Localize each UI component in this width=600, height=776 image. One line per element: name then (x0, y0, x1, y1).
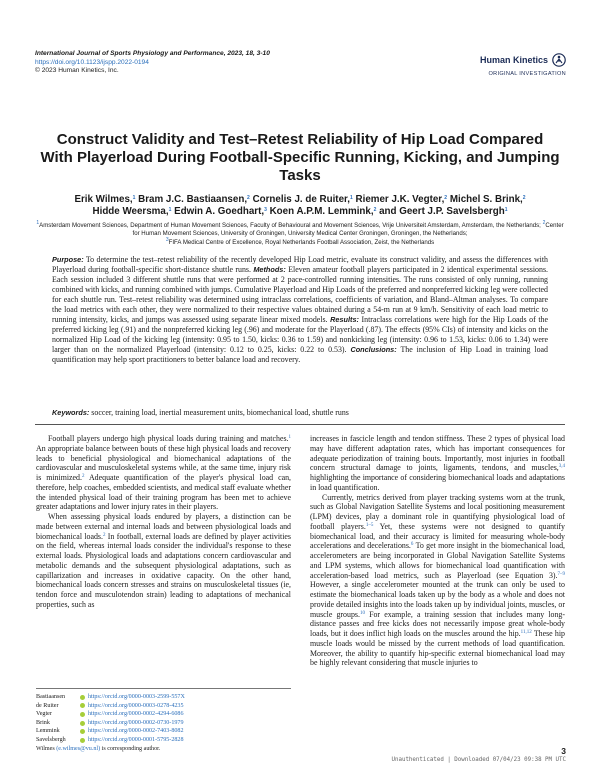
publisher-name: Human Kinetics (479, 55, 548, 65)
abstract-results: Intraclass correlations were high for the Hip Loads of the preferred kicking leg (.91) and the nonpreferred kicking leg (.96) and moderate for the Playerload (.87). The effects (95% CIs) of intensity and kicks on the normalized Hip Load of the kicking leg (intensity: 0.95 to 1.50, kicks: 0.36 to 1.59) and nonkicking leg (intensity: 0.96 to 1.53, kicks: 0.06 to 1.34) were larger than on the normalized Playerload (intensity: 0.12 to 0.25, kicks: 0.22 to 0.53). (52, 315, 548, 354)
body-paragraph: Currently, metrics derived from player tracking systems worn at the trunk, such as Global Navigation Satellite Systems and local positioning measurement (LPM) devices, play a dominant role in quantifying physiological load of football players.$^{1-5}$ Yet, these systems were not designed to quantify biomechanical load, and their accuracy is limited for measuring whole-body accelerations and decelerations.$^6$ To get more insight in the biomechanical load, accelerometers are being incorporated in Global Navigation Satellite Systems and LPM systems, which allows for biomechanical load quantification with acceleration-based load metrics, such as Playerload (see Equation 3).$^{7-9}$ However, a single accelerometer mounted at the trunk can only be used to estimate the biomechanical loads taken up by the body as a whole and does not provide detailed insights into the loads taken up by individual joints, muscles, or muscle groups.$^{10}$ For example, a training session that includes many long-distance passes and free kicks does not necessarily impose great whole-body loads, but it does inflict high loads on the muscles around the hip.$^{11,12}$ These hip muscle loads would be missed by the current methods of load quantification. Moreover, the ability to quantify hip-specific external biomechanical load may be highly relevant considering that muscle injuries to (310, 492, 566, 668)
corresponding-author: Wilmes (e.wilmes@vu.nl) is corresponding author. (36, 745, 161, 752)
author: Erik Wilmes,$^1$ (74, 194, 136, 205)
abstract (52, 255, 548, 365)
citation-ref[interactable]: 6 (410, 542, 414, 548)
author: Edwin A. Goedhart,$^3$ (174, 206, 267, 218)
citation-ref[interactable]: 3,4 (558, 464, 565, 470)
corresponding-email[interactable]: (e.wilmes@vu.nl) (56, 745, 101, 752)
citation-ref[interactable]: 10 (359, 610, 365, 616)
citation-ref[interactable]: 7–9 (557, 571, 565, 577)
citation-ref[interactable]: 11,12 (520, 630, 532, 635)
orcid-line: Bastiaansen https://orcid.org/0000-0003-2599-557X (36, 694, 185, 700)
keywords-text: soccer, training load, inertial measurement units, biomechanical load, shuttle runs (91, 408, 349, 417)
body-column-right (310, 434, 565, 668)
affiliation: Amsterdam Movement Sciences, Department of Human Movement Sciences, Faculty of Behavioural and Movement Sciences, Vrije Universiteit Amsterdam, Amsterdam, the Netherlands; (39, 222, 541, 229)
body-column-left (36, 434, 291, 610)
citation-ref[interactable]: 2 (102, 532, 106, 538)
doi-link[interactable]: https://doi.org/10.1123/ijspp.2022-0194 (35, 58, 149, 66)
affiliations: $^1$Amsterdam Movement Sciences, Department of Human Movement Sciences, Faculty of Behavioural and Movement Sciences, Vrije Universiteit Amsterdam, Amsterdam, the Netherlands; $^2$Center for Human Movement Sciences, University of Groningen, University Medical Center Groningen, Groningen, the Netherlands; $^3$FIFA Medical Centre of Excellence, Royal Netherlands Football Association, Zeist, the Netherlands (36, 220, 564, 246)
orcid-icon (80, 738, 85, 743)
author: Hidde Weersma,$^1$ (92, 206, 172, 218)
orcid-link[interactable]: https://orcid.org/0000-0003-2599-557X (88, 694, 185, 700)
journal-header (35, 50, 270, 76)
citation-ref[interactable]: 2 (81, 474, 85, 479)
affiliation: FIFA Medical Centre of Excellence, Royal Netherlands Football Association, Zeist, the Netherlands (168, 238, 435, 246)
orcid-link[interactable]: https://orcid.org/0000-0002-0730-1979 (88, 719, 184, 726)
abstract-methods-label: Methods: (253, 265, 286, 274)
abstract-purpose-label: Purpose: (52, 255, 84, 264)
abstract-results-label: Results: (330, 315, 359, 324)
body-paragraph: When assessing physical loads endured by players, a distinction can be made between external and internal loads and between physiological loads and biomechanical loads.$^2$ In football, external loads are defined by player activities on the field, whereas internal loads consider the individual's response to these external loads. Physiological loads and adaptations concern cardiovascular and metabolic demands and the subsequent physiological adaptations, such as capillarization and increases in oxidative capacity. On the other hand, biomechanical loads concern stresses and strains on musculoskeletal tissues (ie, tendon force and musculotendon strain) leading to adaptations of mechanical properties, such as (36, 512, 291, 609)
orcid-line: Brink https://orcid.org/0000-0002-0730-1979 (36, 719, 184, 726)
body-paragraph: Football players undergo high physical loads during training and matches.$^1$ An appropriate balance between bouts of these high physical loads and recovery leads to beneficial physiological and biomechanical adaptations of the cardiovascular and musculoskeletal systems while, at the same time, injury risk is minimized.$^2$ Adequate quantification of the player's physical load can, therefore, help coaches, embedded scientists, and medical staff evaluate whether the intended physical load of their training program has been met to achieve greater adaptations and lower injury rates in their players. (36, 434, 291, 512)
body-paragraph: increases in fascicle length and tendon stiffness. These 2 types of physical load may have different adaptation rates, which has important consequences for adequate periodization of training bouts. Importantly, most injuries in football concern structural damage to joints, ligaments, tendons, and muscles,$^{3,4}$ highlighting the importance of considering biomechanical loads and adaptations in load quantification. (310, 434, 565, 492)
affiliation: Center for Human Movement Sciences, University of Groningen, University Medical Center Groningen, Groningen, the Netherlands; (132, 222, 564, 238)
citation-ref[interactable]: 1 (288, 435, 291, 440)
orcid-line: Vegter https://orcid.org/0000-0002-4294-6086 (36, 711, 184, 718)
orcid-footnotes (36, 688, 291, 753)
keywords-label: Keywords: (52, 408, 90, 417)
orcid-link[interactable]: https://orcid.org/0000-0002-4294-6086 (88, 711, 184, 718)
journal-citation: International Journal of Sports Physiology and Performance, 2023, 18, 3-10 (35, 50, 270, 57)
abstract-methods: Eleven amateur football players participated in 2 identical experimental sessions. Each session included 3 different shuttle runs that were performed at 2 pace-controlled running intensities. The runs consisted of only running, running combined with kicks, and running combined with jumps. Cumulative Playerload and Hip Loads of the preferred and nonpreferred kicking leg were collected for each shuttle run. Test–retest reliability was determined using intraclass correlations, coefficients of variation, and Bland–Altman analyses. To compare the load metrics with each other, they were normalized to their respective values obtained during a 54-m run at 9 km/h. Sensitivity of each load metric to running intensity, kicks, and jumps was assessed using separate linear mixed models. (52, 265, 548, 324)
article-type: ORIGINAL INVESTIGATION (488, 71, 566, 77)
keywords (52, 408, 548, 417)
orcid-link[interactable]: https://orcid.org/0000-0003-0278-4235 (88, 702, 184, 709)
author: Riemer J.K. Vegter,$^2$ (355, 194, 448, 205)
publisher-logo[interactable] (480, 53, 566, 67)
orcid-icon (80, 703, 85, 708)
copyright: © 2023 Human Kinetics, Inc. (35, 67, 119, 75)
download-stamp: Unauthenticated | Downloaded 07/04/23 09:38 PM UTC (391, 757, 566, 763)
section-divider (35, 424, 565, 425)
abstract-conclusions-label: Conclusions: (350, 345, 397, 354)
page-number: 3 (561, 746, 566, 756)
author: Bram J.C. Bastiaansen,$^2$ (138, 194, 250, 205)
abstract-conclusions: The inclusion of Hip Load in training load quantification may help sport practitioners to better balance load and recovery. (52, 345, 548, 364)
orcid-line: Savelsbergh https://orcid.org/0000-0001-5795-2828 (36, 736, 184, 743)
orcid-icon (80, 729, 85, 734)
orcid-line: de Ruiter https://orcid.org/0000-0003-0278-4235 (36, 702, 184, 709)
citation-ref[interactable]: 1–5 (365, 522, 374, 528)
orcid-icon (80, 695, 85, 700)
author: Koen A.P.M. Lemmink,$^2$ (269, 206, 377, 218)
orcid-icon (80, 721, 85, 726)
orcid-link[interactable]: https://orcid.org/0000-0001-5795-2828 (88, 736, 184, 743)
human-kinetics-logo-icon (552, 53, 566, 67)
publisher-block (480, 50, 566, 77)
author: and Geert J.P. Savelsbergh$^1$ (379, 206, 508, 218)
abstract-purpose: To determine the test–retest reliability of the recently developed Hip Load metric, evaluate its construct validity, and assess the differences with Playerload during football-specific short-distance shuttle runs. (52, 255, 548, 274)
orcid-link[interactable]: https://orcid.org/0000-0002-7403-8082 (88, 728, 184, 735)
article-title: Construct Validity and Test–Retest Reliability of Hip Load Compared With Playerload During Football-Specific Running, Kicking, and Jumping Tasks (40, 131, 560, 184)
author-list (40, 194, 560, 218)
orcid-icon (80, 712, 85, 717)
author: Michel S. Brink,$^2$ (449, 194, 526, 205)
orcid-line: Lemmink https://orcid.org/0000-0002-7403-8082 (36, 728, 184, 735)
author: Cornelis J. de Ruiter,$^1$ (252, 194, 353, 205)
